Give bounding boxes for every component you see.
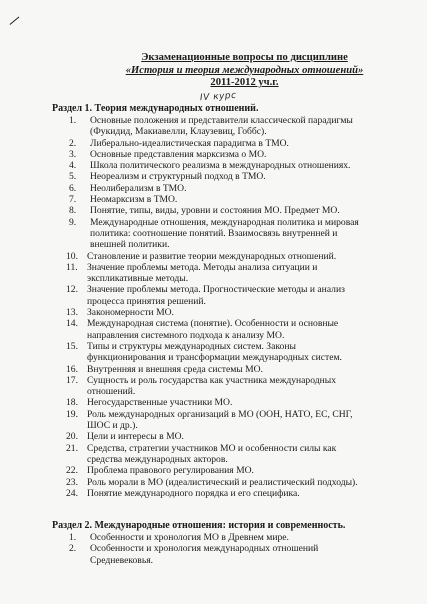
list-item [0, 160, 366, 171]
item-number: 23. [66, 476, 78, 488]
item-text: Школа политического реализма в международных отношениях. [90, 160, 351, 172]
item-text: Роль международных организаций в МО (ООН, НАТО, ЕС, СНГ, ШОС и др.). [87, 408, 353, 432]
header-line-2: «История и теория международных отношений» [125, 64, 364, 76]
list-item [0, 251, 366, 262]
item-text: Неореализм и структурный подход в ТМО. [90, 171, 266, 183]
list-item [0, 532, 366, 543]
section-2-list [0, 532, 366, 566]
section-1-list [0, 115, 366, 499]
list-item [0, 477, 366, 488]
list-item [0, 115, 366, 138]
item-text: Становление и развитие теории международных отношений. [87, 250, 337, 262]
item-text: Средства, стратегии участников МО и особенности силы как средства международных акторов. [87, 442, 337, 465]
item-text: Понятие международного порядка и его специфика. [87, 487, 300, 499]
item-number: 17. [66, 374, 78, 386]
list-item [0, 262, 366, 285]
item-number: 16. [66, 363, 78, 375]
list-item [0, 149, 366, 160]
item-number: 8. [69, 205, 77, 217]
list-item [0, 488, 366, 499]
item-number: 12. [66, 284, 78, 296]
item-number: 2. [69, 137, 77, 149]
item-text: Либерально-идеалистическая парадигма в ТМО. [90, 137, 289, 149]
item-number: 20. [66, 431, 78, 443]
list-item [0, 318, 366, 341]
item-text: Неомарксизм в ТМО. [90, 194, 178, 206]
list-item [0, 194, 366, 205]
item-number: 19. [66, 408, 78, 420]
item-text: Роль морали в МО (идеалистический и реалистический подходы). [87, 476, 358, 488]
list-item [0, 443, 366, 466]
list-item [0, 397, 366, 408]
header-line-3: 2011-2012 уч.г. [210, 77, 279, 89]
item-number: 15. [66, 340, 78, 352]
item-text: Неолиберализм в ТМО. [90, 182, 187, 194]
item-text: Сущность и роль государства как участника международных отношений. [87, 374, 337, 398]
list-item [0, 341, 366, 364]
item-text: Значение проблемы метода. Методы анализа ситуации и экспликативные методы. [87, 261, 318, 285]
section-1-title: Раздел 1. Теория международных отношений. [52, 103, 259, 114]
item-number: 7. [69, 194, 77, 206]
item-number: 13. [66, 307, 78, 319]
header-line-1: Экзаменационные вопросы по дисциплине [141, 52, 348, 63]
item-number: 5. [69, 171, 77, 183]
pen-mark [10, 16, 20, 25]
item-number: 21. [66, 442, 78, 454]
item-number: 14. [66, 318, 78, 330]
list-item [0, 431, 366, 442]
list-item [0, 138, 366, 149]
item-number: 1. [69, 532, 77, 543]
item-number: 6. [69, 182, 77, 194]
list-item [0, 364, 366, 375]
item-text: Особенности и хронология МО в Древнем мире. [90, 532, 289, 543]
item-text: Значение проблемы метода. Прогностические методы и анализ процесса принятия решений. [87, 284, 345, 307]
list-item [0, 543, 366, 566]
item-number: 18. [66, 397, 78, 409]
item-text: Понятие, типы, виды, уровни и состояния МО. Предмет МО. [90, 205, 340, 217]
list-item [0, 375, 366, 398]
list-item [0, 465, 366, 476]
item-number: 10. [66, 250, 78, 262]
item-text: Закономерности МО. [87, 307, 174, 319]
item-number: 4. [69, 160, 77, 172]
item-number: 24. [66, 487, 78, 499]
item-text: Основные положения и представители классической парадигмы (Фукидид, Макиавелли, Клаузевиц, Гоббс). [90, 115, 353, 138]
item-number: 11. [66, 261, 78, 273]
list-item [0, 205, 366, 216]
item-number: 3. [69, 148, 77, 160]
item-text: Международные отношения, международная политика и мировая политика: соотношение понятий. Взаимосвязь внутренней и внешней политики. [90, 216, 359, 251]
document-header [0, 52, 427, 90]
item-text: Международная система (понятие). Особенности и основные направления системного подхода к анализу МО. [87, 318, 339, 341]
item-number: 1. [69, 115, 77, 126]
list-item [0, 284, 366, 307]
section-2-title: Раздел 2. Международные отношения: история и современность. [52, 520, 346, 531]
item-number: 2. [69, 543, 77, 555]
list-item [0, 307, 366, 318]
item-text: Особенности и хронология международных отношений Средневековья. [90, 543, 319, 566]
list-item [0, 171, 366, 182]
list-item [0, 409, 366, 432]
handwritten-annotation: IV курс [199, 90, 237, 104]
list-item [0, 217, 366, 251]
item-text: Цели и интересы в МО. [87, 431, 184, 443]
item-number: 22. [66, 465, 78, 477]
item-text: Внутренняя и внешняя среда системы МО. [87, 363, 263, 375]
list-item [0, 183, 366, 194]
item-text: Проблема правового регулирования МО. [87, 465, 254, 477]
item-text: Типы и структуры международных систем. Законы функционирования и трансформации международных систем. [87, 340, 342, 364]
item-text: Негосударственные участники МО. [87, 397, 233, 409]
item-number: 9. [69, 216, 77, 228]
item-text: Основные представления марксизма о МО. [90, 148, 267, 160]
